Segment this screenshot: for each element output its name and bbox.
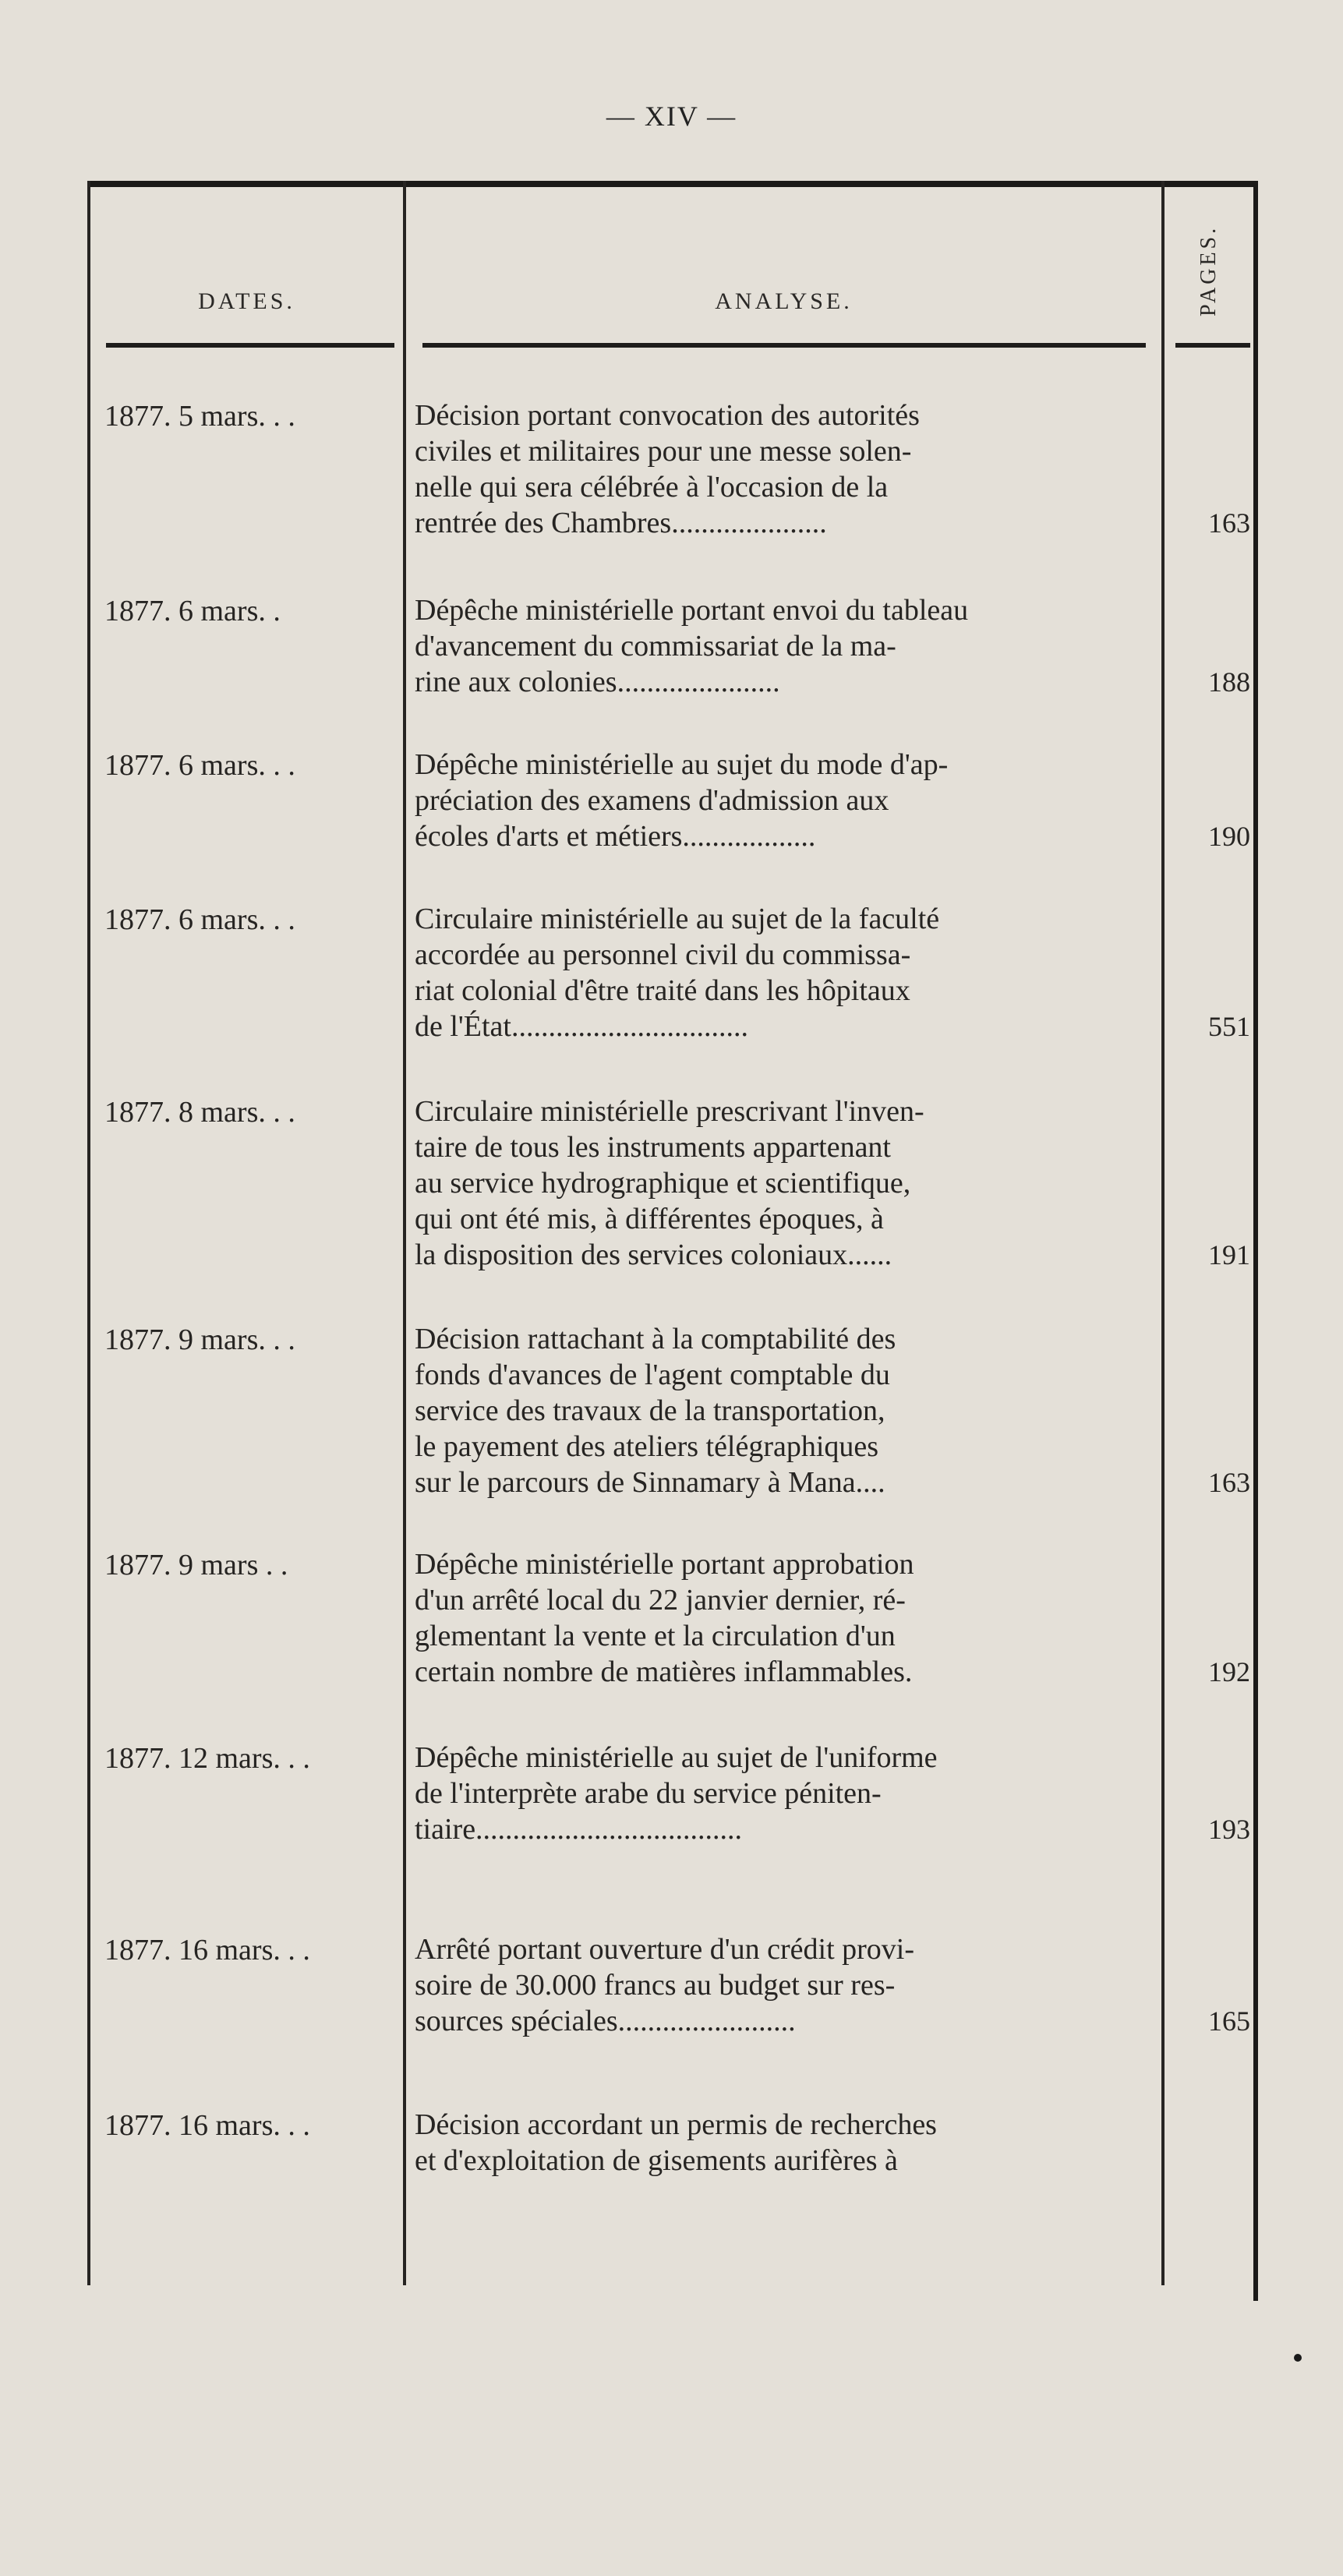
entry-date: 1877. 9 mars. . . <box>104 1323 295 1356</box>
ink-dot <box>1294 2354 1302 2362</box>
analysis-line: au service hydrographique et scientifique, <box>415 1167 911 1200</box>
analysis-line: accordée au personnel civil du commissa- <box>415 938 911 971</box>
analysis-line: Dépêche ministérielle au sujet du mode d'ap- <box>415 748 949 781</box>
entry-analysis <box>415 1094 1151 1273</box>
entry-page-number: 191 <box>1208 1239 1250 1270</box>
analysis-line: Dépêche ministérielle portant approbation <box>415 1548 914 1581</box>
entry-date: 1877. 6 mars. . . <box>104 903 295 936</box>
analysis-line: certain nombre de matières inflammables. <box>415 1655 913 1688</box>
header-analysis: ANALYSE. <box>715 288 853 314</box>
entry-date: 1877. 9 mars . . <box>104 1549 288 1581</box>
entry-page-number: 193 <box>1208 1814 1250 1845</box>
entry-page-number: 188 <box>1208 666 1250 698</box>
entry-date: 1877. 5 mars. . . <box>104 400 295 433</box>
analysis-line: la disposition des services coloniaux...... <box>415 1239 892 1271</box>
analysis-line: glementant la vente et la circulation d'un <box>415 1620 896 1652</box>
header-underline-pages <box>1175 343 1250 348</box>
analysis-line: Décision accordant un permis de recherches <box>415 2108 937 2141</box>
analysis-line: rine aux colonies...................... <box>415 666 780 698</box>
entry-analysis <box>415 1740 1151 1847</box>
entry-date: 1877. 6 mars. . . <box>104 749 295 782</box>
entry-analysis <box>415 901 1151 1044</box>
analysis-line: Décision rattachant à la comptabilité des <box>415 1323 896 1355</box>
page-folio: — XIV — <box>606 101 737 132</box>
analysis-line: sources spéciales........................ <box>415 2005 796 2037</box>
analysis-line: écoles d'arts et métiers.................. <box>415 820 816 853</box>
analysis-line: taire de tous les instruments appartenant <box>415 1131 891 1164</box>
entry-page-number: 551 <box>1208 1011 1250 1042</box>
header-pages: PAGES. <box>1196 224 1221 316</box>
analysis-line: Dépêche ministérielle au sujet de l'uniforme <box>415 1741 938 1774</box>
entry-page-number: 163 <box>1208 1467 1250 1498</box>
entry-analysis <box>415 592 1151 700</box>
analysis-line: tiaire.................................... <box>415 1813 743 1846</box>
entry-page-number: 165 <box>1208 2005 1250 2037</box>
entry-page-number: 192 <box>1208 1656 1250 1687</box>
analysis-line: qui ont été mis, à différentes époques, à <box>415 1203 884 1235</box>
entry-analysis <box>415 2107 1151 2178</box>
analysis-line: Décision portant convocation des autorités <box>415 399 920 432</box>
entry-date: 1877. 8 mars. . . <box>104 1096 295 1129</box>
analysis-line: riat colonial d'être traité dans les hôpitaux <box>415 974 910 1007</box>
analysis-line: et d'exploitation de gisements aurifères à <box>415 2144 898 2177</box>
analysis-line: de l'interprète arabe du service péniten- <box>415 1777 882 1810</box>
analysis-line: sur le parcours de Sinnamary à Mana.... <box>415 1466 885 1499</box>
analysis-line: service des travaux de la transportation, <box>415 1394 885 1427</box>
analysis-line: Circulaire ministérielle au sujet de la faculté <box>415 903 940 935</box>
entry-date: 1877. 16 mars. . . <box>104 2109 310 2142</box>
analysis-line: d'un arrêté local du 22 janvier dernier, ré- <box>415 1584 906 1617</box>
analysis-line: d'avancement du commissariat de la ma- <box>415 630 896 663</box>
entry-analysis <box>415 1546 1151 1690</box>
top-rule <box>87 181 1256 187</box>
entry-analysis <box>415 747 1151 854</box>
entry-page-number: 163 <box>1208 507 1250 539</box>
analysis-line: Arrêté portant ouverture d'un crédit provi- <box>415 1933 914 1966</box>
analysis-line: Circulaire ministérielle prescrivant l'inven- <box>415 1095 924 1128</box>
analysis-line: rentrée des Chambres..................... <box>415 507 827 539</box>
analysis-line: le payement des ateliers télégraphiques <box>415 1430 879 1463</box>
analysis-line: fonds d'avances de l'agent comptable du <box>415 1359 890 1391</box>
dates-analysis-divider <box>403 181 406 2285</box>
entry-date: 1877. 6 mars. . <box>104 595 281 627</box>
header-dates: DATES. <box>198 288 295 314</box>
entry-analysis <box>415 398 1151 541</box>
analysis-line: préciation des examens d'admission aux <box>415 784 889 817</box>
right-border <box>1253 181 1258 2301</box>
entry-page-number: 190 <box>1208 821 1250 852</box>
entry-analysis <box>415 1321 1151 1500</box>
header-underline-analysis <box>422 343 1146 348</box>
analysis-pages-divider <box>1161 181 1165 2285</box>
entry-date: 1877. 16 mars. . . <box>104 1934 310 1966</box>
analysis-line: Dépêche ministérielle portant envoi du tableau <box>415 594 969 627</box>
table-frame <box>87 181 1256 2301</box>
entry-date: 1877. 12 mars. . . <box>104 1742 310 1775</box>
entry-analysis <box>415 1931 1151 2039</box>
header-underline-dates <box>106 343 394 348</box>
analysis-line: soire de 30.000 francs au budget sur res- <box>415 1969 896 2002</box>
analysis-line: nelle qui sera célébrée à l'occasion de la <box>415 471 889 504</box>
analysis-line: civiles et militaires pour une messe solen- <box>415 435 912 468</box>
analysis-line: de l'État................................ <box>415 1010 748 1043</box>
left-border <box>87 181 90 2285</box>
